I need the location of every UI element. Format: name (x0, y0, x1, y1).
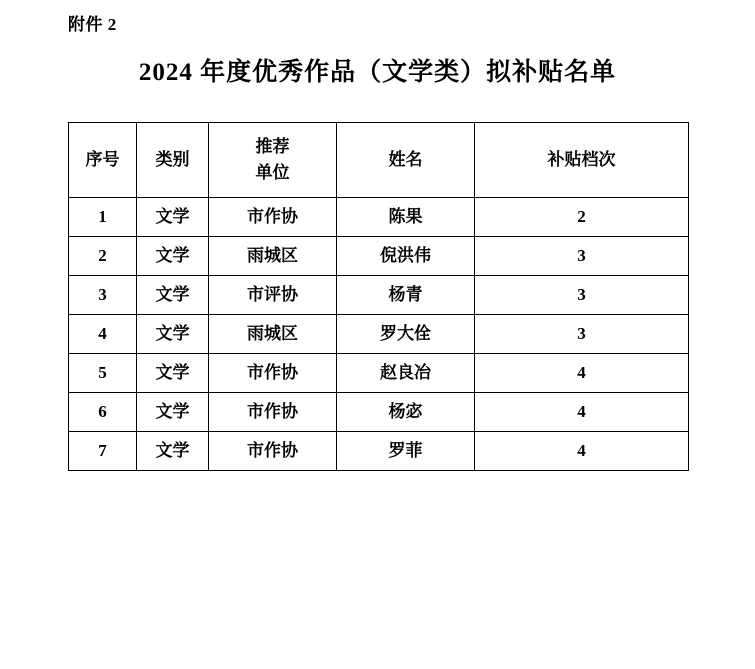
cell-unit: 市评协 (209, 276, 337, 315)
cell-grade: 3 (475, 276, 689, 315)
cell-no: 7 (69, 432, 137, 471)
attachment-label: 附件 2 (68, 15, 117, 34)
subsidy-list-table (68, 122, 689, 471)
cell-grade: 2 (475, 198, 689, 237)
cell-no: 1 (69, 198, 137, 237)
cell-category: 文学 (137, 432, 209, 471)
table-header (69, 123, 689, 198)
column-header-category: 类别 (137, 123, 209, 198)
column-header-name: 姓名 (337, 123, 475, 198)
table-row (69, 276, 689, 315)
cell-unit: 市作协 (209, 354, 337, 393)
cell-name: 罗大佺 (337, 315, 475, 354)
table-row (69, 432, 689, 471)
cell-name: 陈果 (337, 198, 475, 237)
cell-unit: 雨城区 (209, 237, 337, 276)
cell-category: 文学 (137, 315, 209, 354)
cell-no: 4 (69, 315, 137, 354)
page-title: 2024 年度优秀作品（文学类）拟补贴名单 (138, 59, 617, 86)
column-header-grade: 补贴档次 (475, 123, 689, 198)
cell-grade: 4 (475, 432, 689, 471)
table-row (69, 393, 689, 432)
cell-category: 文学 (137, 198, 209, 237)
cell-grade: 3 (475, 315, 689, 354)
cell-no: 5 (69, 354, 137, 393)
cell-name: 罗菲 (337, 432, 475, 471)
table-body (69, 198, 689, 471)
table-row (69, 198, 689, 237)
cell-category: 文学 (137, 354, 209, 393)
cell-no: 2 (69, 237, 137, 276)
cell-no: 6 (69, 393, 137, 432)
table-row (69, 315, 689, 354)
cell-unit: 市作协 (209, 432, 337, 471)
cell-unit: 雨城区 (209, 315, 337, 354)
column-header-no: 序号 (69, 123, 137, 198)
cell-name: 杨宓 (337, 393, 475, 432)
cell-category: 文学 (137, 276, 209, 315)
column-header-recommend-unit (209, 123, 337, 198)
cell-name: 杨青 (337, 276, 475, 315)
cell-grade: 4 (475, 393, 689, 432)
cell-category: 文学 (137, 393, 209, 432)
cell-category: 文学 (137, 237, 209, 276)
column-header-recommend-unit-line2: 单位 (255, 163, 290, 182)
cell-unit: 市作协 (209, 198, 337, 237)
cell-name: 倪洪伟 (337, 237, 475, 276)
table-row (69, 354, 689, 393)
cell-grade: 4 (475, 354, 689, 393)
column-header-recommend-unit-line1: 推荐 (255, 137, 290, 156)
cell-grade: 3 (475, 237, 689, 276)
subsidy-list-table-wrapper (68, 122, 688, 471)
table-row (69, 237, 689, 276)
cell-unit: 市作协 (209, 393, 337, 432)
cell-no: 3 (69, 276, 137, 315)
table-header-row (69, 123, 689, 198)
cell-name: 赵良冶 (337, 354, 475, 393)
